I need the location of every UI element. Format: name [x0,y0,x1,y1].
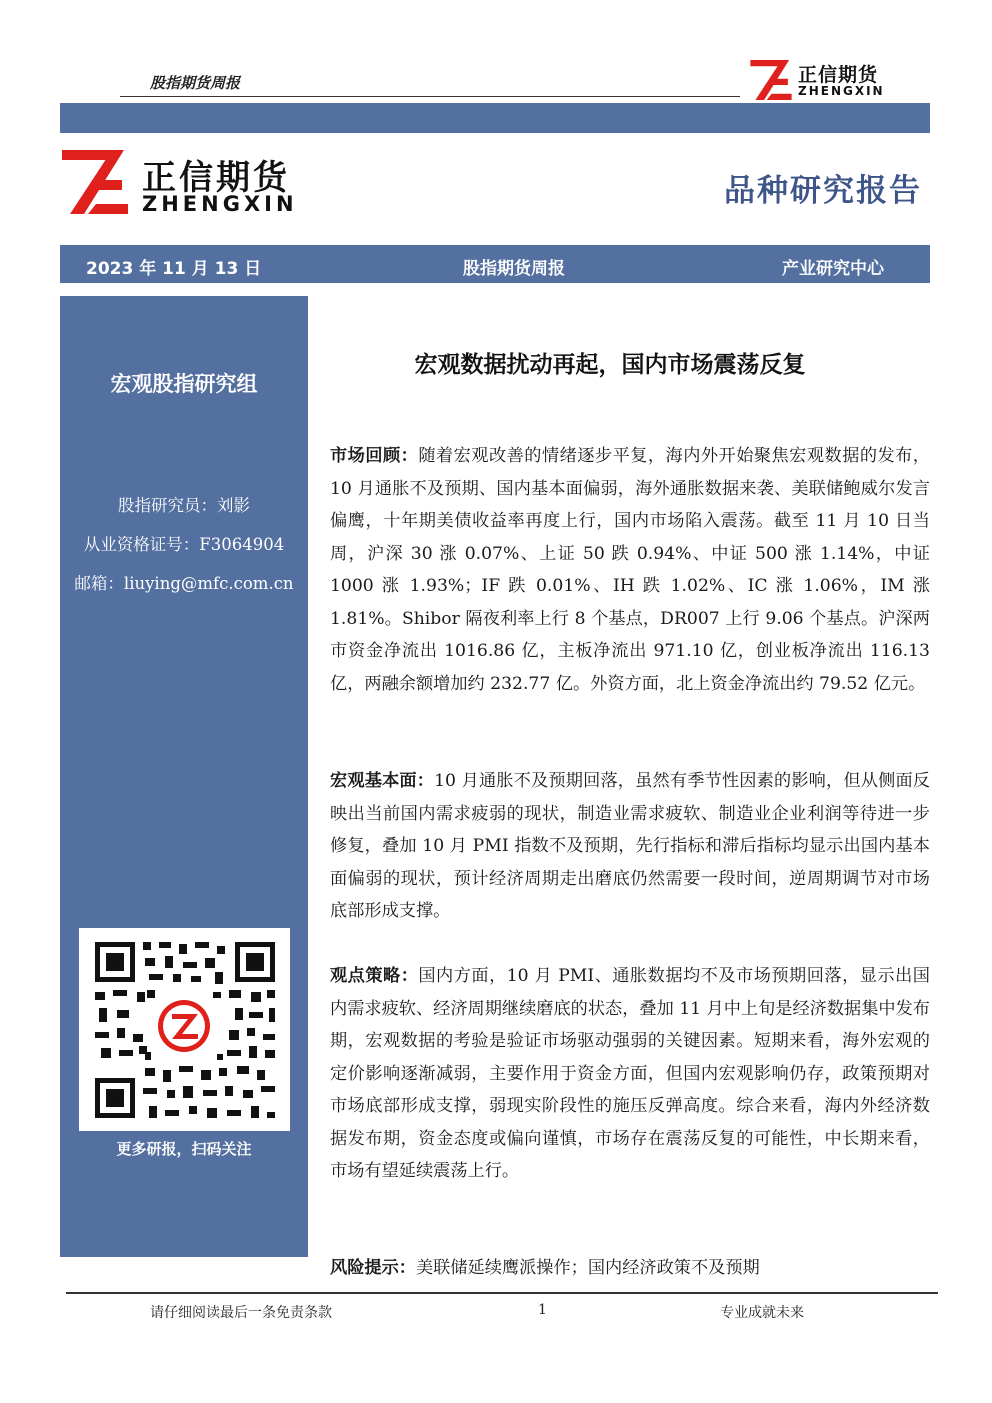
masthead-logo-en: ZHENGXIN [142,192,298,216]
top-band [60,103,930,133]
analyst-license: 从业资格证号：F3064904 [83,535,285,554]
section-text: 随着宏观改善的情绪逐步平复，海内外开始聚焦宏观数据的发布，10 月通胀不及预期、国内基本面偏弱，海外通胀数据来袭、美联储鲍威尔发言偏鹰，十年期美债收益率再度上行，国内市场陷入震荡。截至 11 月 10 日当周，沪深 30 涨 0.07%、上证 50 跌 0.94%、中证 500 涨 1.14%，中证 1000 涨 1.93%；IF 跌 0.01%、IH 跌 1.02%、IC 涨 1.06%，IM 涨 1.81%。Shibor 隔夜利率上行 8 个基点，DR007 上行 9.06 个基点。沪深两市资金净流出 1016.86 亿，主板净流出 971.10 亿，创业板净流出 116.13 亿，两融余额增加约 232.77 亿。外资方面，北上资金净流出约 79.52 亿元。 [330,446,930,694]
section-label: 观点策略： [330,966,419,986]
section-label: 市场回顾： [330,446,419,466]
zhengxin-logo-mark-icon [62,150,128,214]
masthead-logo-cn: 正信期货 [142,158,290,198]
qr-caption: 更多研报，扫码关注 [116,1140,252,1158]
section-text: 国内方面，10 月 PMI、通胀数据均不及市场预期回落，显示出国内需求疲软、经济周期继续磨底的状态，叠加 11 月中上旬是经济数据集中发布期，宏观数据的考验是验证市场驱动强弱的关键因素。短期来看，海外宏观的定价影响逐渐减弱，主要作用于资金方面，但国内宏观影响仍存，政策预期对市场底部形成支撑，弱现实阶段性的施压反弹高度。综合来看，海内外经济数据发布期，资金态度或偏向谨慎，市场存在震荡反复的可能性，中长期来看，市场有望延续震荡上行。 [330,966,930,1181]
section-label: 宏观基本面： [330,771,435,791]
report-date: 2023 年 11 月 13 日 [86,259,262,279]
section-text: 美联储延续鹰派操作；国内经济政策不及预期 [415,1258,760,1278]
analyst-name: 股指研究员：刘影 [118,496,250,515]
research-group-name: 宏观股指研究组 [110,372,258,396]
header-logo-cn: 正信期货 [798,64,879,86]
article-title: 宏观数据扰动再起，国内市场震荡反复 [414,352,806,378]
page-number: 1 [538,1302,547,1318]
footer-divider [66,1292,938,1294]
header-logo-en: ZHENGXIN [798,84,885,98]
zhengxin-logo-mark-icon [750,60,792,100]
section-text: 10 月通胀不及预期回落，虽然有季节性因素的影响，但从侧面反映出当前国内需求疲弱的现状，制造业需求疲软、制造业企业利润等待进一步修复，叠加 10 月 PMI 指数不及预期，先行指标和滞后指标均显示出国内基本面偏弱的现状，预计经济周期走出磨底仍然需要一段时间，逆周期调节对市场底部形成支撑。 [330,771,930,921]
section-macro-fundamentals [330,765,930,928]
section-strategy [330,960,930,1188]
section-market-review [330,440,930,700]
department: 产业研究中心 [782,259,884,279]
analyst-email: 邮箱：liuying@mfc.com.cn [74,574,294,593]
qr-code[interactable] [79,928,290,1131]
header-divider [120,96,740,97]
qr-code-icon [79,928,290,1131]
report-type-title: 品种研究报告 [724,173,922,209]
footer-slogan: 专业成就未来 [720,1305,804,1321]
header-logo [750,60,900,102]
running-header-title: 股指期货周报 [150,74,241,92]
footer-disclaimer: 请仔细阅读最后一条免责条款 [150,1305,332,1321]
section-label: 风险提示： [330,1258,416,1278]
info-bar [60,245,930,283]
report-name: 股指期货周报 [463,259,565,279]
section-risk [330,1252,930,1285]
masthead-logo [62,150,322,220]
sidebar [60,296,308,1257]
